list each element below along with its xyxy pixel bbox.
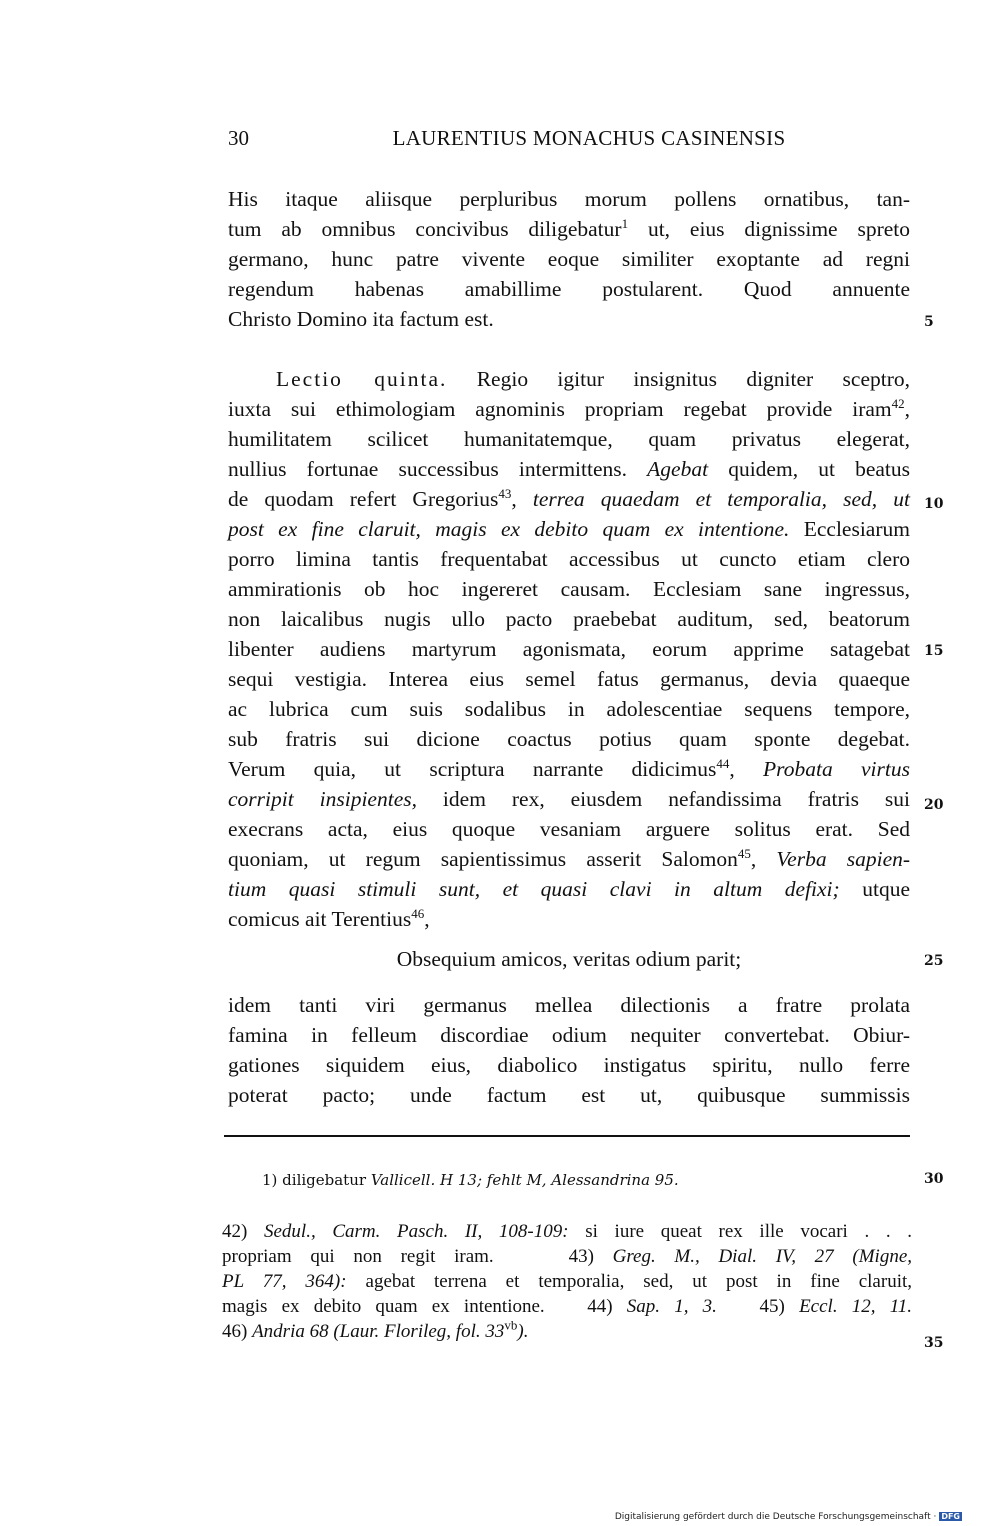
text-line: poterat pacto; unde factum est ut, quibusque summissis <box>228 1083 910 1107</box>
text-line: non laicalibus nugis ullo pacto praebebat auditum, sed, beatorum <box>228 607 910 631</box>
footnote-line: propriam qui non regit iram. 43) Greg. M., Dial. IV, 27 (Migne, <box>222 1246 912 1267</box>
running-title: LAURENTIUS MONACHUS CASINENSIS <box>392 126 786 150</box>
text-line: comicus ait Terentius$^{46}$, <box>228 905 430 931</box>
text-line: humilitatem scilicet humanitatemque, quam privatus elegerat, <box>228 427 910 451</box>
line-number: 35 <box>924 1335 944 1351</box>
apparatus-note: 1) diligebatur Vallicell. H 13; fehlt M, Alessandrina 95. <box>262 1171 679 1189</box>
text-line: libenter audiens martyrum agonismata, eorum apprime satagebat <box>228 637 910 661</box>
verse-line: Obsequium amicos, veritas odium parit; <box>396 947 742 971</box>
footnote-line: 42) Sedul., Carm. Pasch. II, 108-109: si iure queat rex ille vocari . . . <box>222 1221 913 1242</box>
text-line: iuxta sui ethimologiam agnominis propriam regebat provide iram$^{42}$, <box>228 395 910 421</box>
dfg-logo: DFG <box>941 1512 960 1521</box>
line-number: 10 <box>924 496 944 512</box>
text-line: idem tanti viri germanus mellea dilectionis a fratre prolata <box>228 993 910 1017</box>
line-number: 25 <box>924 953 944 969</box>
text-line: Verum quia, ut scriptura narrante didicimus$^{44}$, Probata virtus <box>228 755 910 781</box>
footnote-line: 46) Andria 68 (Laur. Florileg, fol. $33^{vb}$). <box>222 1317 529 1342</box>
text-line: porro limina tantis frequentabat accessibus ut cuncto etiam clero <box>228 547 910 571</box>
text-line: tum ab omnibus concivibus diligebatur$^1$ ut, eius dignissime spreto <box>228 215 910 241</box>
text-line: quoniam, ut regum sapientissimus asserit Salomon$^{45}$, Verba sapien- <box>228 845 911 871</box>
digitization-credit: Digitalisierung gefördert durch die Deutsche Forschungsgemeinschaft · DFG <box>614 1512 960 1522</box>
text-line: His itaque aliisque perpluribus morum pollens ornatibus, tan- <box>228 187 910 211</box>
text-line: de quodam refert Gregorius$^{43}$, terrea quaedam et temporalia, sed, ut <box>228 485 910 511</box>
text-line: famina in felleum discordiae odium nequiter convertebat. Obiur- <box>228 1023 910 1047</box>
text-line: post ex fine claruit, magis ex debito quam ex intentione. Ecclesiarum <box>228 517 910 541</box>
footnote-line: magis ex debito quam ex intentione. 44) Sap. 1, 3. 45) Eccl. 12, 11. <box>222 1296 913 1317</box>
footnote-rule <box>224 1135 910 1137</box>
text-line: ac lubrica cum suis sodalibus in adolescentiae sequens tempore, <box>228 697 910 721</box>
text-line: regendum habenas amabillime postularent. Quod annuente <box>228 277 910 301</box>
page-header <box>228 126 910 156</box>
text-line: gationes siquidem eius, diabolico instigatus spiritu, nullo ferre <box>228 1053 910 1077</box>
text-line: sub fratris sui dicione coactus potius quam sponte degebat. <box>228 727 910 751</box>
text-line: ammirationis ob hoc ingereret causam. Ecclesiam sane ingressus, <box>228 577 910 601</box>
line-number: 15 <box>924 643 944 659</box>
line-number: 5 <box>924 314 934 330</box>
text-line: Lectio quinta. Regio igitur insignitus digniter sceptro, <box>276 367 910 391</box>
lectio-label: Lectio quinta. <box>276 367 448 391</box>
text-line: execrans acta, eius quoque vesaniam arguere solitus erat. Sed <box>228 817 910 841</box>
text-line: germano, hunc patre vivente eoque similiter exoptante ad regni <box>228 247 910 271</box>
text-line: nullius fortunae successibus intermittens. Agebat quidem, ut beatus <box>228 457 911 481</box>
line-number: 30 <box>924 1171 944 1187</box>
line-number: 20 <box>924 797 944 813</box>
page-number: 30 <box>228 126 249 150</box>
text-line: tium quasi stimuli sunt, et quasi clavi in altum defixi; utque <box>228 877 910 901</box>
footnote-line: PL 77, 364): agebat terrena et temporalia, sed, ut post in fine claruit, <box>222 1271 913 1292</box>
footnote-ref: 1 <box>621 215 629 231</box>
text-line: sequi vestigia. Interea eius semel fatus germanus, devia quaeque <box>228 667 910 691</box>
text-line: Christo Domino ita factum est. <box>228 307 494 331</box>
text-line: corripit insipientes, idem rex, eiusdem nefandissima fratris sui <box>228 787 910 811</box>
